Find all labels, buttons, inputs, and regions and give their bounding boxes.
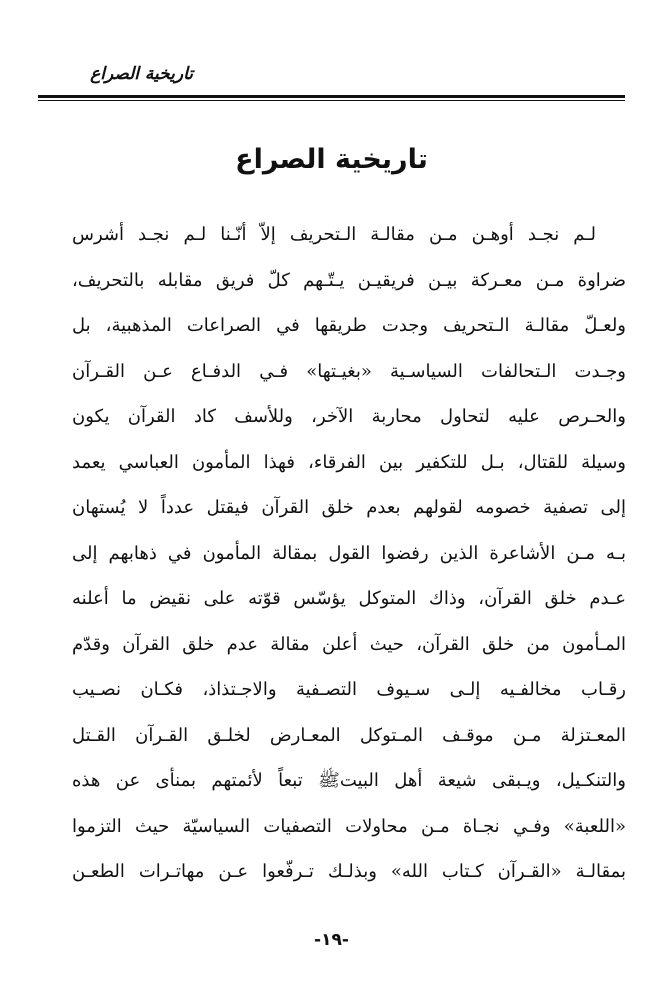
text-line: لـم نجـد أوهـن مـن مقالـة الـتحريف إلاّ أنّـنا لـم نجـد أشرس [72,224,596,245]
text-line: «اللعبة» وفـي نجـاة مـن محاولات التصفيات السياسيّة حيث التزموا [72,815,626,837]
text-line: بـه مـن الأشاعرة الذين رفضوا القول بمقالة المأمون في ذهابهم إلى [72,542,626,564]
page-number: -١٩- [314,930,349,950]
text-line: المـأمون من خلق القرآن، حيث أعلن مقالة عدم خلق القرآن وقدّم [72,633,626,655]
text-line: بمقالـة «القـرآن كـتاب الله» وبذلـك تـرفّعوا عـن مهاتـرات الطعـن [72,861,626,882]
text-line: وجـدت الـتحالفات السياسـية «بغيـتها» فـي الدفـاع عـن القـرآن [72,360,626,382]
text-line: والتنكـيل، ويـبقى شيعة أهل البيتﷺ تبعاً لأئمتهم بمنأى عن هذه [72,770,626,791]
header-rule-thin [38,100,625,101]
text-line: والحـرص عليه لتحاول محاربة الآخر، وللأسف كاد القرآن يكون [72,406,626,427]
header-rule [38,95,625,98]
body-paragraph [72,212,626,895]
text-line: عـدم خلق القرآن، وذاك المتوكل يؤسّس قوّته على نقيض ما أعلنه [72,588,626,609]
text-line: وسيلة للقتال، بـل للتكفير بين الفرقاء، فهذا المأمون العباسي يعمد [72,451,626,473]
text-line: ولعـلّ مقالـة الـتحريف وجدت طريقها في الصراعات المذهبية، بل [72,315,626,336]
text-line: المعـتزلة مـن موقـف المـتوكل المعـارض لخلـق القـرآن القـتل [72,724,626,746]
text-line: إلى تصفية خصومه لقولهم بعدم خلق القرآن فيقتل عدداً لا يُستهان [72,497,626,518]
chapter-title: تاريخية الصراع [235,144,428,175]
text-line: رقـاب مخالفـيه إلـى سـيوف التصـفية والاجـتذاذ، فكـان نصـيب [72,679,626,700]
text-line: ضراوة مـن معـركة بيـن فريقيـن يـتّـهم كلّ فريق مقابله بالتحريف، [72,269,626,291]
running-header: تاريخية الصراع [90,64,193,84]
